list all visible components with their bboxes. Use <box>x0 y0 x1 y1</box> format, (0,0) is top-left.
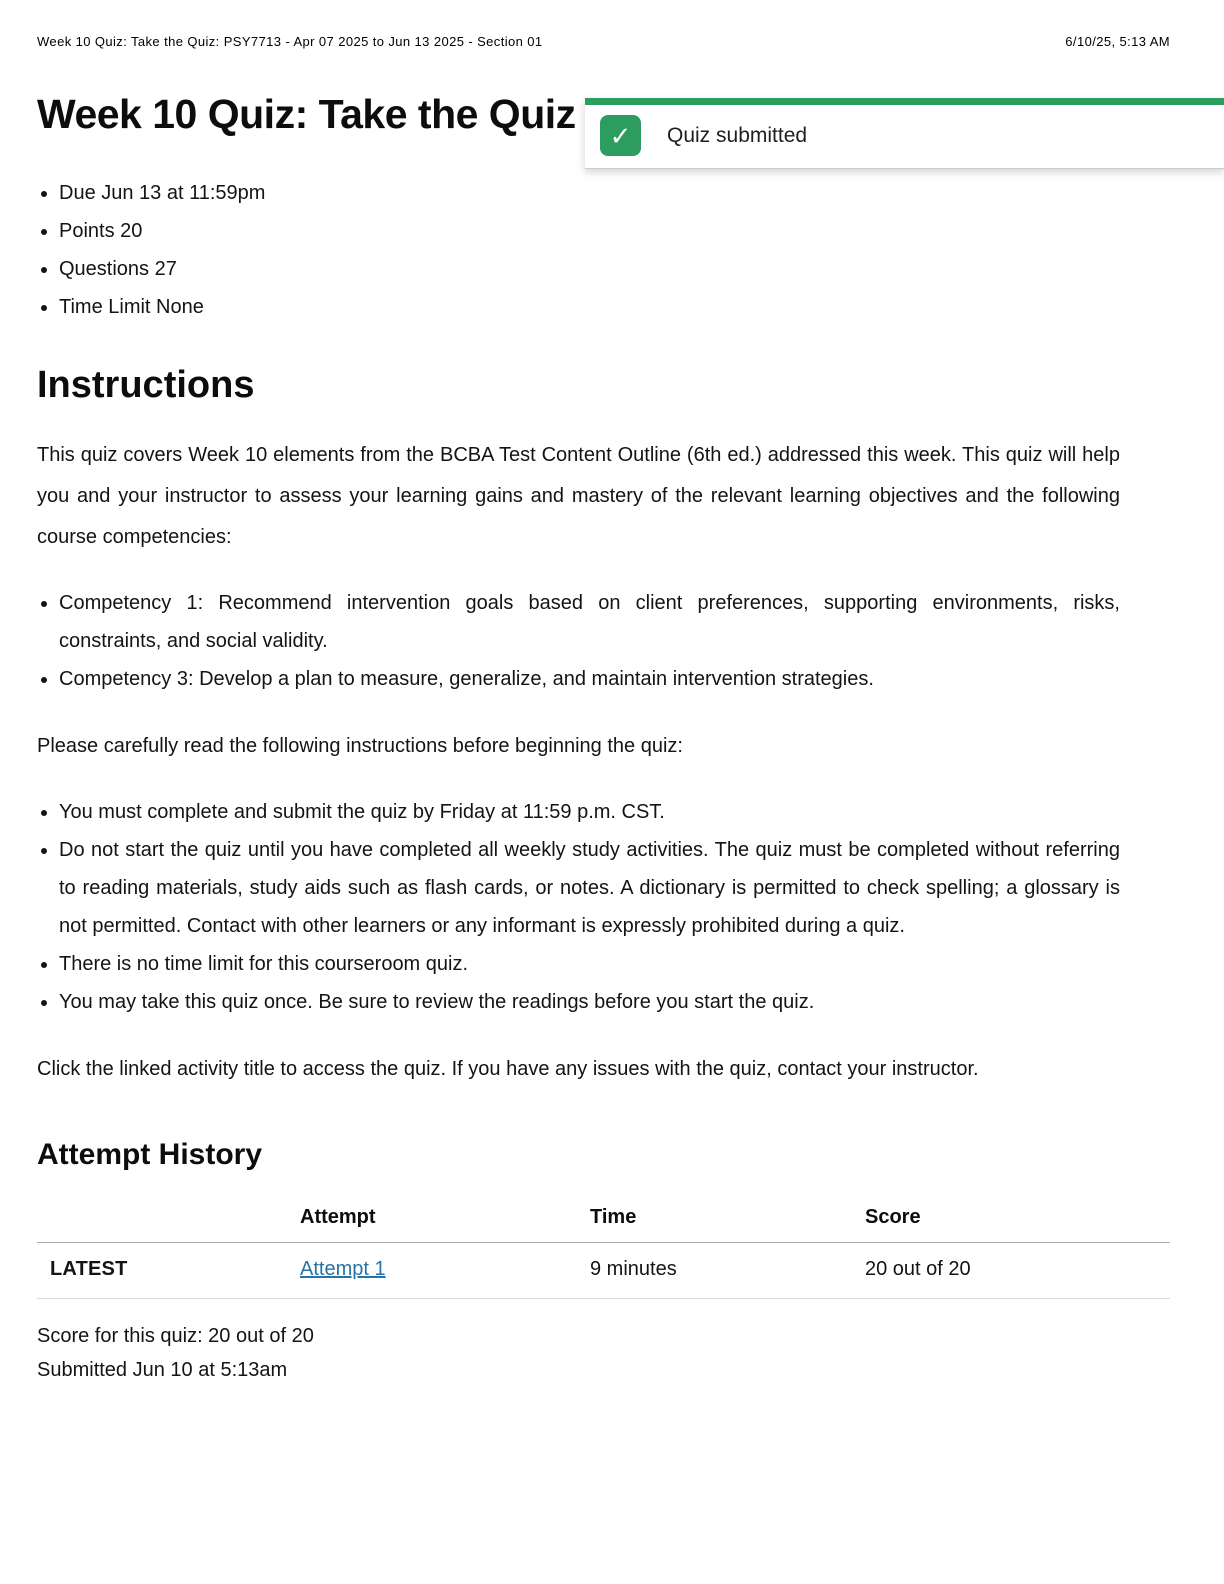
toast-accent-bar <box>585 98 1224 105</box>
attempt-table-header-time: Time <box>590 1196 865 1243</box>
competency-item: • Competency 1: Recommend intervention goals based on client preferences, supporting environments, risks, constraints, and social validity. <box>59 584 1120 660</box>
attempt-history-table <box>37 1196 1170 1299</box>
quiz-rule-item: • Do not start the quiz until you have completed all weekly study activities. The quiz must be completed without referring to reading materials, study aids such as flash cards, or notes. A dictionary is permitted to check spelling; a glossary is not permitted. Contact with other learners or any informant is expressly prohibited during a quiz. <box>59 831 1120 945</box>
toast-label: Quiz submitted <box>667 123 808 147</box>
toast-body <box>585 105 1224 169</box>
access-note: Click the linked activity title to access the quiz. If you have any issues with the quiz, contact your instructor. <box>37 1058 979 1080</box>
attempt-1-link[interactable]: Attempt 1 <box>300 1258 386 1280</box>
instructions-heading: Instructions <box>37 364 255 406</box>
print-header-title: Week 10 Quiz: Take the Quiz: PSY7713 - Apr 07 2025 to Jun 13 2025 - Section 01 <box>37 34 543 49</box>
print-header <box>0 0 1224 49</box>
quiz-meta-points: • Points 20 <box>59 212 1224 250</box>
attempt-table-header-score: Score <box>865 1196 1170 1243</box>
attempt-history-heading: Attempt History <box>37 1138 263 1171</box>
quiz-rule-item: • There is no time limit for this courseroom quiz. <box>59 945 1120 983</box>
quiz-score-line: Score for this quiz: 20 out of 20 <box>37 1325 314 1347</box>
page-title: Week 10 Quiz: Take the Quiz <box>37 91 576 137</box>
attempt-table-header-row <box>37 1196 1170 1243</box>
quiz-rule-item: • You must complete and submit the quiz by Friday at 11:59 p.m. CST. <box>59 793 1120 831</box>
attempt-table-header-empty <box>37 1196 300 1243</box>
quiz-meta-questions: • Questions 27 <box>59 250 1224 288</box>
check-icon: ✓ <box>600 115 641 156</box>
quiz-rule-item: • You may take this quiz once. Be sure to review the readings before you start the quiz. <box>59 983 1120 1021</box>
competency-item: • Competency 3: Develop a plan to measure, generalize, and maintain intervention strategies. <box>59 660 1120 698</box>
attempt-row-label: LATEST <box>37 1243 300 1299</box>
print-header-datetime: 6/10/25, 5:13 AM <box>1065 34 1170 49</box>
table-row <box>37 1243 1170 1299</box>
competencies-list <box>37 584 1120 698</box>
quiz-rules-list <box>37 793 1120 1021</box>
quiz-submitted-line: Submitted Jun 10 at 5:13am <box>37 1359 288 1381</box>
quiz-meta-due: • Due Jun 13 at 11:59pm <box>59 174 1224 212</box>
attempt-table-header-attempt: Attempt <box>300 1196 590 1243</box>
quiz-meta-list <box>37 174 1224 326</box>
instructions-intro: This quiz covers Week 10 elements from the BCBA Test Content Outline (6th ed.) addressed this week. This quiz will help you and your instructor to assess your learning gains and mastery of the relevant learning objectives and the following course competencies: <box>37 444 1120 548</box>
score-cell: 20 out of 20 <box>865 1243 1170 1299</box>
quiz-meta-time-limit: • Time Limit None <box>59 288 1224 326</box>
quiz-submitted-toast <box>585 98 1224 169</box>
read-note: Please carefully read the following instructions before beginning the quiz: <box>37 735 683 757</box>
time-cell: 9 minutes <box>590 1243 865 1299</box>
attempt-cell <box>300 1243 590 1299</box>
